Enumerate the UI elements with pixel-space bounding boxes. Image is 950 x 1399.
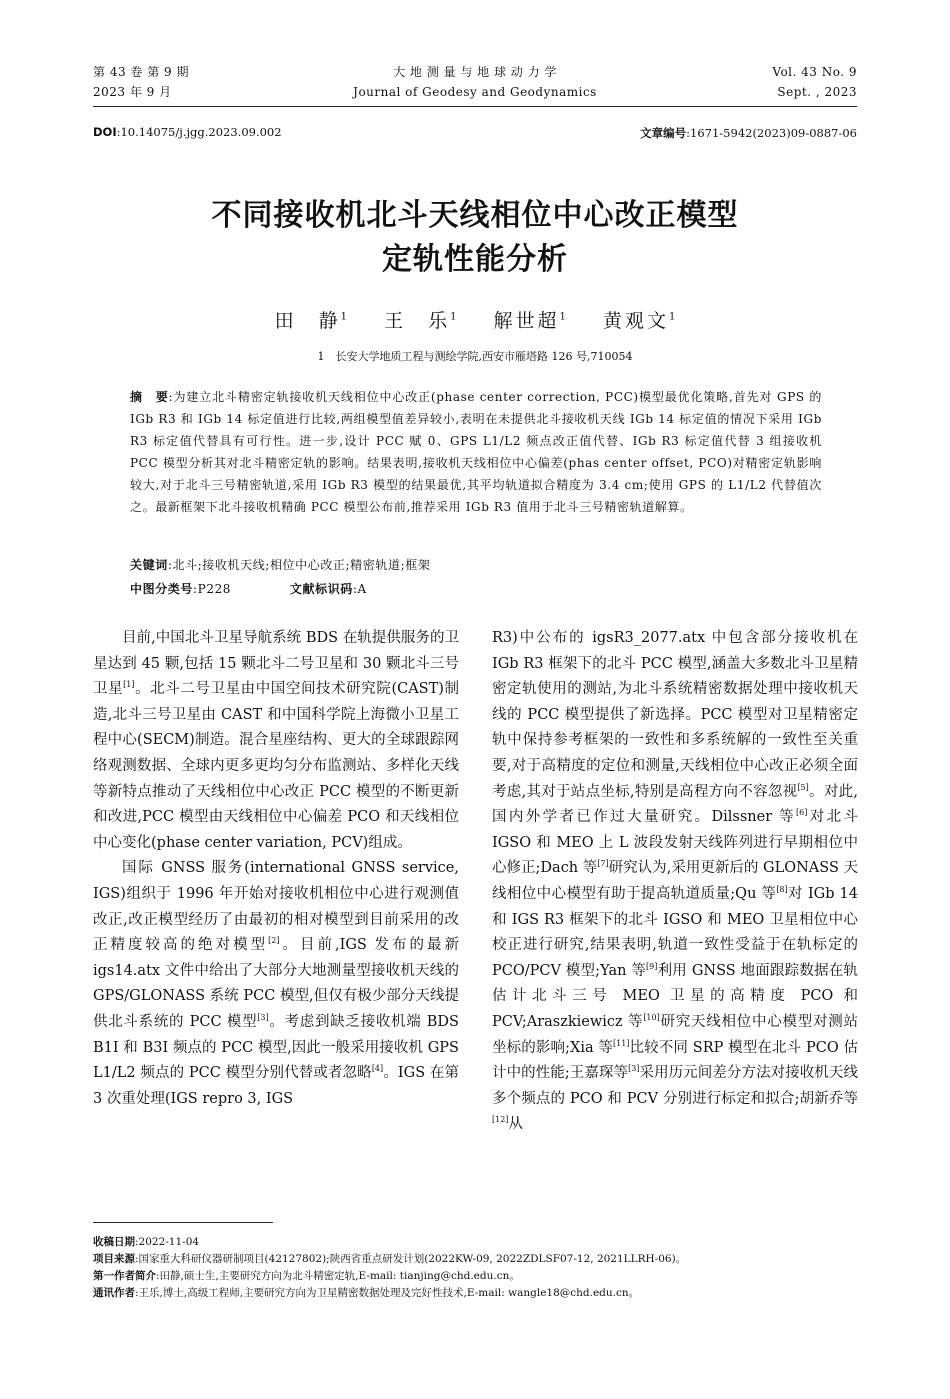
- abstract-text: :为建立北斗精密定轨接收机天线相位中心改正(phase center correction, PCC)模型最优化策略,首先对 GPS 的 IGb R3 和 IGb 14 标定值进行比较,两组模型值差异较小,表明在未提供北斗接收机天线 IGb 14 标定值的情况下采用 IGb R3 标定值代替具有可行性。进一步,设计 PCC 赋 0、GPS L1/L2 频点改正值代替、IGb R3 标定值代替 3 组接收机 PCC 模型分析其对北斗精密定轨的影响。结果表明,接收机天线相位中心偏差(phas center offset, PCO)对精密定轨影响较大,对于北斗三号精密轨道,采用 IGb R3 模型的结果最优,其平均轨道拟合精度为 3.4 cm;使用 GPS 的 L1/L2 代替值次之。最新框架下北斗接收机精确 PCC 模型公布前,推荐采用 IGb R3 值用于北斗三号精密轨道解算。: [130, 390, 822, 514]
- citation: [10]: [643, 1013, 660, 1023]
- body-text: 国际 GNSS 服务(international GNSS service, IGS)组织于 1996 年开始对接收机相位中心进行观测值改正,改正模型经历了由最初的相对模型到目前采用的改正精度较高的绝对模型: [93, 860, 459, 954]
- author-list: [0, 306, 950, 333]
- author-affil-mark: 1: [450, 311, 457, 323]
- citation: [1]: [123, 680, 135, 690]
- body-text: 。对此,国内外学者已作过大量研究。Dilssner 等: [492, 783, 859, 826]
- doi: [93, 125, 282, 139]
- citation: [3]: [257, 1013, 269, 1023]
- classification: [130, 578, 822, 600]
- clc-label: 中图分类号: [130, 582, 194, 596]
- first-author-bio: [93, 1268, 857, 1285]
- corresponding-author: [93, 1285, 857, 1302]
- doi-value: :10.14075/j.jgg.2023.09.002: [116, 125, 282, 139]
- author-name: 解世超: [493, 310, 560, 332]
- journal-name-cn: 大 地 测 量 与 地 球 动 力 学: [393, 65, 557, 79]
- author-affil-mark: 1: [340, 311, 348, 323]
- keywords-label: 关键词: [130, 558, 168, 572]
- body-text: 比较不同 SRP 模型在北斗 PCO 估计中的性能;王嘉琛等: [492, 1039, 858, 1082]
- body-text: 利用 GNSS 地面跟踪数据在轨估计北斗三号 MEO 卫星的高精度 PCO 和 PCV;Araszkiewicz 等: [492, 962, 858, 1030]
- citation: [3]: [628, 1064, 640, 1074]
- doc-code-value: :A: [352, 582, 367, 596]
- footnotes: [93, 1234, 857, 1302]
- footnote-rule: [93, 1222, 273, 1223]
- abstract: [130, 386, 822, 518]
- clc-value: :P228: [193, 582, 232, 596]
- body-text: 研究天线相位中心模型对测站坐标的影响;Xia 等: [492, 1013, 858, 1056]
- citation: [9]: [646, 961, 658, 971]
- body-text: 采用历元间差分方法对接收机天线多个频点的 PCO 和 PCV 分别进行标定和拟合;胡新乔等: [492, 1065, 858, 1107]
- issue-volume: 第 43 卷 第 9 期: [93, 65, 189, 79]
- author-name: 田 静: [274, 310, 341, 332]
- funding: [93, 1251, 857, 1268]
- article-number: [640, 125, 857, 141]
- author-name: 黄观文: [602, 310, 669, 332]
- author-affil-mark: 1: [559, 311, 566, 323]
- doc-code-label: 文献标识码: [289, 582, 353, 596]
- article-number-value: :1671-5942(2023)09-0887-06: [686, 126, 857, 140]
- journal-issue-en: [772, 62, 857, 102]
- author-name: 王 乐: [384, 310, 451, 332]
- received-value: :2022-11-04: [135, 1236, 200, 1248]
- first-author-label: 第一作者简介: [93, 1270, 156, 1282]
- body-text: 对北斗 IGSO 和 MEO 上 L 波段发射天线阵列进行早期相位中心修正;Dach 等: [492, 809, 858, 877]
- body-text: 。IGS 在第 3 次重处理(IGS repro 3, IGS: [93, 1065, 459, 1107]
- article-number-label: 文章编号: [640, 126, 687, 140]
- body-right-column: [492, 626, 858, 1138]
- body-paragraph: [93, 626, 459, 856]
- citation: [11]: [613, 1038, 630, 1048]
- first-author-value: :田静,硕士生,主要研究方向为北斗精密定轨,E-mail: tianjing@chd.edu.cn。: [156, 1270, 520, 1282]
- citation: [12]: [492, 1115, 509, 1125]
- affiliation: 1 长安大学地质工程与测绘学院,西安市雁塔路 126 号,710054: [317, 350, 633, 363]
- author: [494, 310, 566, 332]
- body-text: 研究认为,采用更新后的 GLONASS 天线相位中心模型有助于提高轨道质量;Qu 等: [492, 860, 858, 902]
- author-affil-mark: 1: [668, 311, 676, 323]
- body-text: R3)中公布的 igsR3_2077.atx 中包含部分接收机在 IGb R3 框架下的北斗 PCC 模型,涵盖大多数北斗卫星精密定轨使用的测站,为北斗系统精密数据处理中接收机天线的 PCC 模型提供了新选择。PCC 模型对卫星精密定轨中保持参考框架的一致性和多系统解的一致性至关重要,对于高精度的定位和测量,天线相位中心改正必须全面考虑,其对于站点坐标,特别是高程方向不容忽视: [492, 630, 858, 800]
- author: [384, 310, 456, 332]
- body-text: 。目前,IGS 发布的最新 igs14.atx 文件中给出了大部分大地测量型接收机天线的 GPS/GLONASS 系统 PCC 模型,但仅有极少部分天线提供北斗系统的 PCC 模型: [93, 937, 460, 1030]
- citation: [4]: [371, 1064, 384, 1074]
- citation: [8]: [776, 885, 788, 895]
- corresponding-label: 通讯作者: [93, 1287, 135, 1299]
- citation: [5]: [797, 782, 809, 792]
- header-rule: [93, 106, 857, 107]
- body-left-column: [93, 626, 459, 1112]
- paper-title-line2: 定轨性能分析: [382, 242, 568, 277]
- paper-title-line1: 不同接收机北斗天线相位中心改正模型: [211, 198, 739, 233]
- citation: [7]: [597, 859, 609, 869]
- keywords: [130, 554, 822, 576]
- body-text: 。北斗二号卫星由中国空间技术研究院(CAST)制造,北斗三号卫星由 CAST 和中国科学院上海微小卫星工程中心(SECM)制造。混合星座结构、更大的全球跟踪网络观测数据、全球内更多更均匀分布监测站、多样化天线等新特点推动了天线相位中心改正 PCC 模型的不断更新和改进,PCC 模型由天线相位中心偏差 PCO 和天线相位中心变化(phase center variation, PCV)组成。: [93, 681, 460, 851]
- date-en: Sept. , 2023: [777, 85, 857, 99]
- citation: [6]: [796, 808, 808, 818]
- funding-label: 项目来源: [93, 1253, 135, 1265]
- author: [603, 310, 675, 332]
- author: [275, 310, 347, 332]
- abstract-label: 摘 要: [130, 390, 169, 404]
- body-paragraph: [492, 626, 858, 1138]
- body-text: 对 IGb 14 和 IGS R3 框架下的北斗 IGSO 和 MEO 卫星相位中心校正进行研究,结果表明,轨道一致性受益于在轨标定的 PCO/PCV 模型;Yan 等: [492, 885, 858, 979]
- citation: [2]: [268, 936, 280, 946]
- body-text: 。考虑到缺乏接收机端 BDS B1I 和 B3I 频点的 PCC 模型,因此一般采用接收机 GPS L1/L2 频点的 PCC 模型分别代替或者忽略: [93, 1013, 459, 1082]
- keywords-text: :北斗;接收机天线;相位中心改正;精密轨道;框架: [167, 558, 431, 572]
- body-text: 目前,中国北斗卫星导航系统 BDS 在轨提供服务的卫星达到 45 颗,包括 15 颗北斗二号卫星和 30 颗北斗三号卫星: [93, 630, 459, 698]
- body-paragraph: [93, 856, 459, 1112]
- body-text: 从: [508, 1116, 523, 1133]
- issue-date: 2023 年 9 月: [93, 85, 172, 99]
- volume-en: Vol. 43 No. 9: [772, 65, 857, 79]
- journal-name-en: Journal of Geodesy and Geodynamics: [353, 85, 597, 99]
- funding-value: :国家重大科研仪器研制项目(42127802);陕西省重点研发计划(2022KW-09, 2022ZDLSF07-12, 2021LLRH-06)。: [135, 1253, 687, 1265]
- corresponding-value: :王乐,博士,高级工程师,主要研究方向为卫星精密数据处理及完好性技术,E-mail: wangle18@chd.edu.cn。: [135, 1287, 640, 1299]
- received-date: [93, 1234, 857, 1251]
- doi-label: DOI: [93, 125, 117, 139]
- received-label: 收稿日期: [93, 1236, 135, 1248]
